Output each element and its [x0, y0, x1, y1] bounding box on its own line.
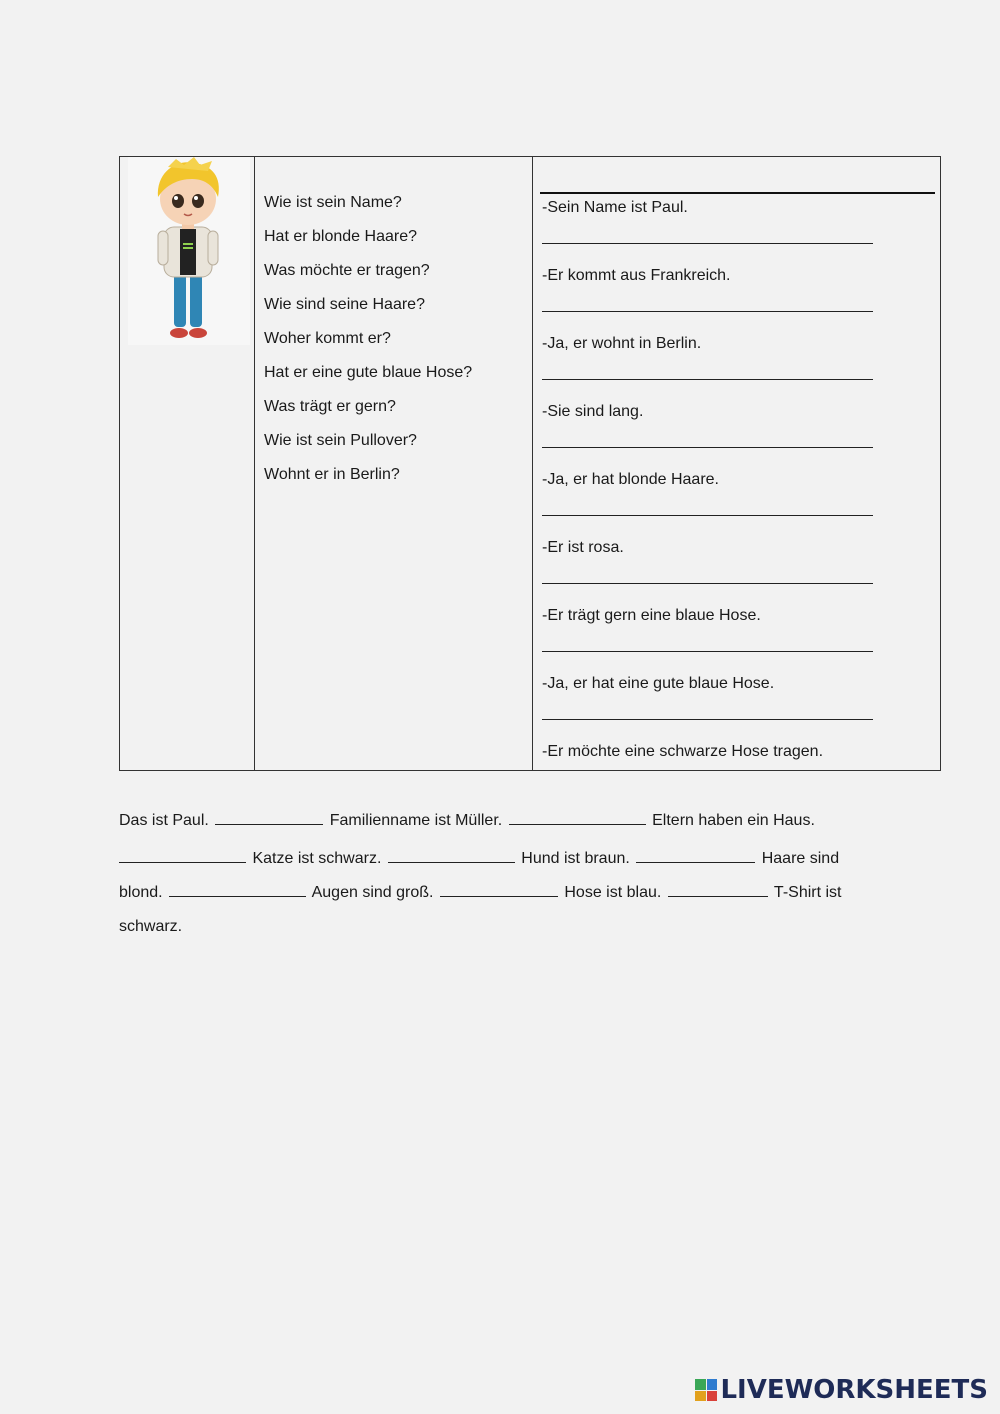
- fill-blank[interactable]: [636, 848, 755, 863]
- answer-row: [541, 330, 936, 398]
- answer-option[interactable]: -Ja, er wohnt in Berlin.: [542, 335, 702, 352]
- answer-row: [541, 670, 936, 738]
- answer-blank[interactable]: [542, 243, 873, 244]
- answer-blank[interactable]: [542, 379, 873, 380]
- column-divider: [532, 157, 533, 770]
- column-divider: [254, 157, 255, 770]
- question: Wie sind seine Haare?: [264, 296, 425, 313]
- answer-blank[interactable]: [542, 515, 873, 516]
- fill-blank[interactable]: [440, 882, 558, 897]
- question: Wie ist sein Pullover?: [264, 432, 417, 449]
- fill-blank[interactable]: [668, 882, 768, 897]
- question: Wie ist sein Name?: [264, 194, 402, 211]
- liveworksheets-logo: [695, 1374, 988, 1406]
- answer-row: [541, 398, 936, 466]
- answer-row: [541, 602, 936, 670]
- paragraph-line: [119, 844, 879, 878]
- paragraph-text: T-Shirt ist: [773, 884, 842, 901]
- paragraph-text: blond.: [119, 884, 163, 901]
- paragraph-line: [119, 806, 879, 844]
- question: Was trägt er gern?: [264, 398, 396, 415]
- answer-blank[interactable]: [542, 311, 873, 312]
- answer-blank[interactable]: [542, 651, 873, 652]
- boy-illustration: [128, 157, 250, 345]
- paragraph-text: Augen sind groß.: [311, 884, 434, 901]
- paragraph-line: [119, 912, 879, 946]
- question: Woher kommt er?: [264, 330, 391, 347]
- brand-name: LIVEWORKSHEETS: [720, 1375, 988, 1405]
- paragraph-text: Katze ist schwarz.: [252, 850, 382, 867]
- answer-option[interactable]: -Er kommt aus Frankreich.: [542, 267, 731, 284]
- brand-mark-icon: [695, 1379, 717, 1401]
- answer-option[interactable]: -Sie sind lang.: [542, 403, 644, 420]
- paragraph-text: Haare sind: [761, 850, 840, 867]
- answer-row: [541, 738, 936, 806]
- fill-blank[interactable]: [509, 810, 646, 825]
- question: Wohnt er in Berlin?: [264, 466, 400, 483]
- answer-option[interactable]: -Sein Name ist Paul.: [542, 199, 688, 216]
- answer-blank[interactable]: [542, 583, 873, 584]
- question: Was möchte er tragen?: [264, 262, 430, 279]
- paragraph-text: Das ist Paul.: [119, 812, 209, 829]
- answer-option[interactable]: -Ja, er hat eine gute blaue Hose.: [542, 675, 775, 692]
- answer-blank[interactable]: [542, 719, 873, 720]
- fill-blank[interactable]: [388, 848, 515, 863]
- fill-blank[interactable]: [119, 848, 246, 863]
- answer-row: [541, 262, 936, 330]
- answer-blank[interactable]: [542, 447, 873, 448]
- answer-option[interactable]: -Ja, er hat blonde Haare.: [542, 471, 719, 488]
- paragraph-text: Familienname ist Müller.: [329, 812, 503, 829]
- fill-in-paragraph: [119, 806, 879, 946]
- answer-option[interactable]: -Er trägt gern eine blaue Hose.: [542, 607, 761, 624]
- fill-blank[interactable]: [169, 882, 306, 897]
- paragraph-text: Hund ist braun.: [521, 850, 630, 867]
- question: Hat er eine gute blaue Hose?: [264, 364, 473, 381]
- questions-column: [264, 189, 524, 495]
- answer-row: [541, 194, 936, 262]
- question: Hat er blonde Haare?: [264, 228, 417, 245]
- answers-column: [541, 194, 936, 806]
- paragraph-text: Hose ist blau.: [564, 884, 662, 901]
- boy-cartoon-image: [128, 157, 250, 345]
- worksheet-table: [119, 156, 941, 771]
- paragraph-text: Eltern haben ein Haus.: [652, 812, 815, 829]
- answer-row: [541, 534, 936, 602]
- answer-row: [541, 466, 936, 534]
- fill-blank[interactable]: [215, 810, 323, 825]
- paragraph-line: [119, 878, 879, 912]
- paragraph-text: schwarz.: [119, 918, 183, 935]
- answer-option[interactable]: -Er möchte eine schwarze Hose tragen.: [542, 743, 824, 760]
- answer-option[interactable]: -Er ist rosa.: [542, 539, 624, 556]
